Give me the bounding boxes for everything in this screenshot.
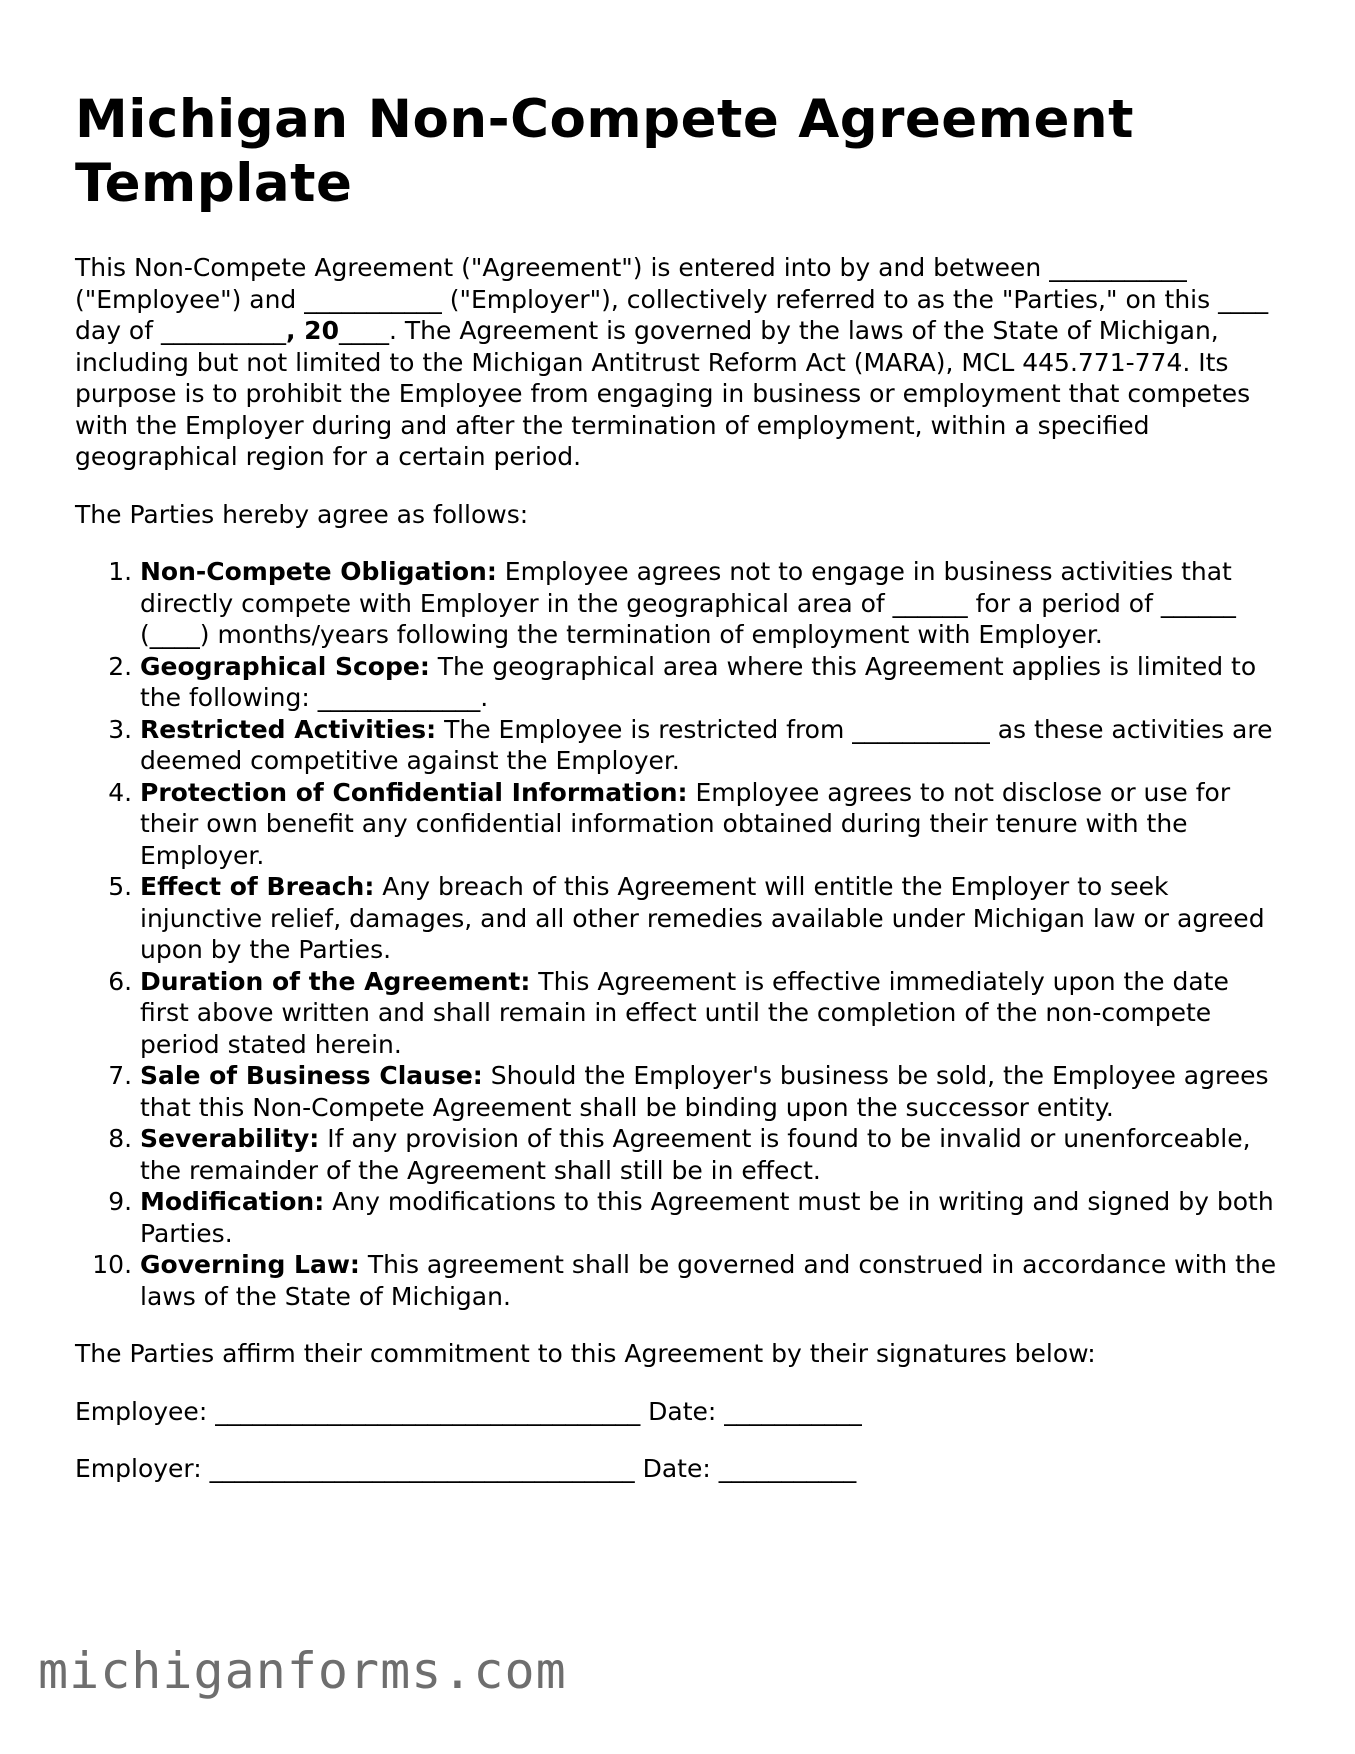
clause-body: Any breach of this Agreement will entitle the Employer to seek injunctive relief, damages, and all other remedies available under Michigan law or agreed upon by the Parties. [140, 872, 1265, 964]
clause-body: This agreement shall be governed and construed in accordance with the laws of the State of Michigan. [140, 1250, 1277, 1311]
date-blank: ___________ [724, 1396, 862, 1426]
date-label: Date: [634, 1454, 719, 1483]
employee-blank: ___________ [1049, 253, 1187, 282]
signature-blank: __________________________________ [215, 1396, 641, 1426]
list-item [140, 871, 1285, 966]
clause-body: The geographical area where this Agreement applies is limited to the following: _____________. [140, 651, 1257, 712]
clause-body: Employee agrees not to engage in business activities that directly compete with Employer in the geographical area of ______ for a period of ______ (____) months/years following the termination of employment with Employer. [140, 557, 1236, 649]
clause-body: Should the Employer's business be sold, the Employee agrees that this Non-Compete Agreement shall be binding upon the successor entity. [140, 1061, 1269, 1122]
signature-blank: __________________________________ [209, 1454, 635, 1483]
year-blank: ____ [338, 316, 389, 345]
list-item [140, 1060, 1285, 1123]
list-item [140, 1249, 1285, 1312]
clause-list [75, 556, 1285, 1312]
clause-heading: Geographical Scope: [140, 651, 430, 681]
employee-signature-line [75, 1396, 1285, 1428]
date-blank: ___________ [718, 1454, 857, 1483]
clause-heading: Severability: [140, 1124, 320, 1153]
clause-heading: Restricted Activities: [140, 714, 437, 744]
clause-heading: Duration of the Agreement: [140, 966, 531, 996]
list-item [140, 777, 1285, 872]
year-prefix: , 20 [285, 316, 339, 345]
employer-signature-line [75, 1453, 1285, 1485]
clause-heading: Governing Law: [140, 1250, 360, 1279]
clause-heading: Sale of Business Clause: [140, 1061, 483, 1090]
list-item [140, 1123, 1285, 1186]
clause-body: If any provision of this Agreement is found to be invalid or unenforceable, the remainder of the Agreement shall still be in effect. [140, 1124, 1251, 1185]
clause-body: Employee agrees to not disclose or use for their own benefit any confidential information obtained during their tenure with the Employer. [140, 777, 1231, 870]
affirm-text: The Parties affirm their commitment to this Agreement by their signatures below: [75, 1339, 1096, 1368]
signature-label: Employer: [75, 1454, 210, 1483]
date-label: Date: [640, 1396, 725, 1426]
clause-heading: Effect of Breach: [140, 872, 375, 901]
clause-body: The Employee is restricted from ___________ as these activities are deemed competitive against the Employer. [140, 714, 1273, 775]
site-watermark: michiganforms.com [38, 1642, 567, 1700]
signature-label: Employee: [75, 1396, 216, 1426]
employer-blank: ___________ [304, 284, 442, 314]
clause-body: Any modifications to this Agreement must be in writing and signed by both Parties. [140, 1187, 1274, 1248]
list-item [140, 651, 1285, 714]
list-item [140, 966, 1285, 1061]
document-page [75, 88, 1285, 1511]
list-item [140, 1186, 1285, 1249]
clause-heading: Protection of Confidential Information: [140, 777, 688, 807]
clause-heading: Non-Compete Obligation: [140, 557, 497, 586]
clause-body: This Agreement is effective immediately upon the date first above written and shall remain in effect until the completion of the non-compete period stated herein. [140, 966, 1229, 1059]
page-title: Michigan Non-Compete Agreement Template [75, 89, 1134, 214]
clause-heading: Modification: [140, 1187, 325, 1216]
list-item [140, 556, 1285, 651]
list-item [140, 714, 1285, 777]
day-blank: ____ [1218, 284, 1269, 314]
lead-text: The Parties hereby agree as follows: [75, 499, 529, 529]
intro-paragraph: This Non-Compete Agreement ("Agreement") is entered into by and between ___________ ("Employee") and ___________ ("Employer"), collectively referred to as the "Parties," on this ____ day of __________, 20____. The Agreement is governed by the laws of the State of Michigan, including but not limited to the Michigan Antitrust Reform Act (MARA), MCL 445.771-774. Its purpose is to prohibit the Employee from engaging in business or employment that competes with the Employer during and after the termination of employment, within a specified geographical region for a certain period. [75, 253, 1269, 471]
month-blank: __________ [160, 316, 286, 345]
